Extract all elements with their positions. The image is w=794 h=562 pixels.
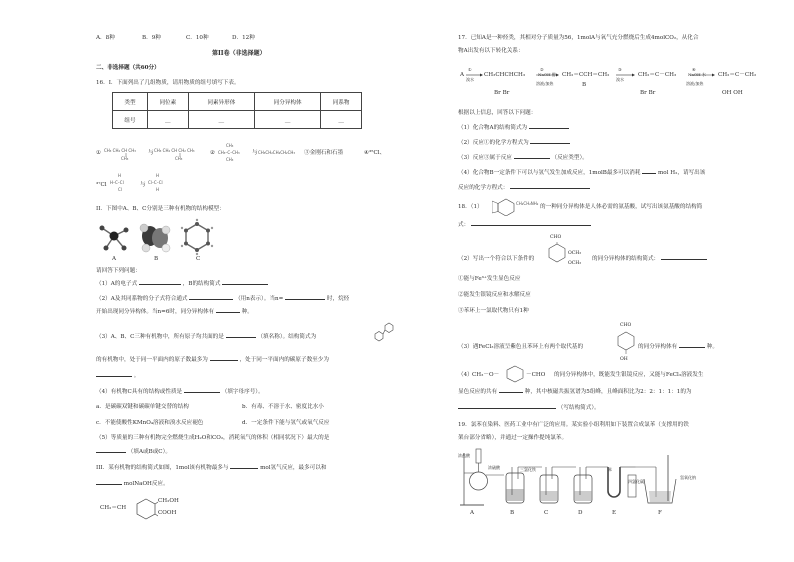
q18-4-text-c: 显色反应的共有: [458, 389, 498, 395]
answer-blank[interactable]: [514, 158, 550, 159]
option-a: A．8种: [96, 35, 115, 41]
svg-text:CH₃: CH₃: [121, 156, 129, 160]
svg-text:H–C–Cl: H–C–Cl: [110, 180, 124, 185]
q18-4-formula-left: CH₃－O－: [472, 372, 500, 378]
q2-part-d: 开始出现同分异构体。当n=6时，同分异构体有: [96, 309, 215, 315]
table-header: 同分异构体: [254, 93, 320, 111]
step4-label: ④: [692, 67, 696, 72]
q18-3-line: [638, 344, 718, 351]
q18-4-benzene: [504, 364, 526, 384]
q2-text-line2: [96, 309, 253, 316]
table-header: 同位素: [148, 93, 189, 111]
svg-text:CH₃ CH₂ CH CH₂ CH₃: CH₃ CH₂ CH CH₂ CH₃: [154, 148, 195, 153]
q4-option: b．有毒、不溶于水、密度比水小: [242, 404, 324, 410]
apparatus-tag: 氢氧化钠: [680, 475, 696, 480]
svg-text:CH₃: CH₃: [226, 143, 234, 148]
q-iii-text-line2: [96, 481, 169, 488]
step2-label: ②: [540, 67, 544, 72]
answer-blank[interactable]: [184, 392, 220, 393]
answer-blank[interactable]: [642, 173, 656, 174]
chlorobenzene-apparatus-diagram: [460, 445, 720, 517]
left-column: [82, 0, 412, 562]
q4-option: c．不能使酸性KMnO₄溶液和溴水反应褪色: [96, 420, 204, 426]
model-label-a: A: [112, 256, 117, 262]
q3-part-e: 。: [133, 373, 140, 379]
q18-1-text: 的一种同分异构体是人体必需的氨基酸，试写出该氨基酸的结构简: [540, 204, 703, 210]
step1-label: ①: [468, 67, 472, 72]
apparatus-label-d: D: [578, 510, 583, 516]
apparatus-tag: 四氯化碳: [628, 479, 644, 484]
option-c: C．10种: [186, 35, 209, 41]
q18-1-line2: [458, 222, 591, 229]
q17-3: [458, 155, 588, 162]
step4-sub: OH OH: [722, 90, 743, 96]
apparatus-tag: 苯: [608, 467, 612, 472]
apparatus-tag: 浓硫酸: [488, 465, 500, 470]
step2-product: CH₂＝CCH＝CH₂: [562, 72, 610, 78]
q4-text: [96, 389, 264, 396]
q18-4-label: （4）: [458, 372, 473, 378]
svg-text:CH₃: CH₃: [226, 157, 234, 162]
step1-reagent: 溴水: [466, 77, 474, 82]
step3-sub: Br Br: [640, 90, 656, 96]
q18-3-text-b: 的同分异构体有: [638, 344, 678, 350]
table-header: 类型: [113, 93, 148, 111]
step3-reagent: 溴水: [616, 77, 624, 82]
group-2-molecule-a: [218, 142, 252, 164]
q18-3-benzene: [616, 330, 636, 356]
q3-part-b: （填名称）。结构简式为: [257, 334, 317, 340]
q-iii-part-b: mol氢气反应，最多可以和: [260, 465, 327, 471]
q2-part-a: （2）A及其同系物的分子式符合通式: [96, 296, 188, 302]
svg-text:H: H: [156, 187, 160, 192]
q18-2-text-b: 的同分异构体的结构简式：: [592, 256, 660, 262]
svg-text:CH₂CH₂NH₂: CH₂CH₂NH₂: [516, 201, 539, 206]
svg-text:H: H: [156, 173, 160, 178]
step1-sub: Br Br: [494, 90, 510, 96]
q1-part-b: ，B的结构简式: [182, 281, 221, 287]
table-cell: ＿: [254, 111, 320, 129]
table-cell: ＿: [148, 111, 189, 129]
q3-part-d: ，处于同一平面内的碳原子数至少为: [239, 357, 329, 363]
apparatus-label-c: C: [544, 510, 549, 516]
group-5-and: 与: [140, 182, 146, 188]
iii-formula-r1: CH₂OH: [158, 498, 179, 504]
step3-product: CH₂＝C－CH₃: [638, 72, 677, 78]
group-4-b: ³⁷Cl: [96, 182, 107, 188]
q-iii-part-c: molNaOH反应。: [123, 481, 169, 487]
table-header: 同系物: [321, 93, 362, 111]
q18-3-text-c: 种。: [706, 344, 718, 350]
q2-part-c: 时，烷烃: [326, 296, 350, 302]
q17-2-text: （2）反应①的化学方程式为: [458, 140, 529, 146]
answer-blank[interactable]: [96, 376, 132, 377]
q18-2-ooch3: OCH₃: [568, 261, 582, 266]
iii-benzene-ring: [134, 496, 158, 522]
table-header: 同素异形体: [188, 93, 254, 111]
q4-option: a．是碳碳双键和碳碳单键交替的结构: [96, 404, 189, 410]
answer-blank[interactable]: [139, 284, 181, 285]
step2-reagent: NaOH 醇: [538, 72, 556, 77]
q18-4-text-d: 种，其中核磁共振氢谱为5组峰，且峰面积比为2：2：1：1：1的为: [524, 389, 692, 395]
q18-1-start: 18．（1）: [458, 204, 483, 210]
answer-blank[interactable]: [96, 452, 126, 453]
q3-text-line2: [96, 357, 329, 364]
q3-part-c: 的有机物中，处于同一平面内的原子数最多为: [96, 357, 208, 363]
q18-2-text-a: （2）写出一个符合以下条件的: [458, 256, 535, 262]
q18-2-cond2: ②能发生银镜反应和水解反应: [458, 292, 531, 298]
model-label-b: B: [154, 256, 159, 262]
q3-part-a: （3）A、B、C三种有机物中，所有原子均共面的是: [96, 334, 224, 340]
q-iii-text: [96, 465, 327, 472]
scheme-start: A: [460, 72, 465, 78]
answer-blank[interactable]: [210, 360, 238, 361]
q17-line1: 17．已知A是一种烃类，其相对分子质量为56，1molA与氧气充分燃烧后生成4molCO₂，从化合: [458, 35, 699, 41]
section-heading: 二、非选择题（共60分）: [96, 65, 160, 71]
biphenyl-structure: [368, 322, 396, 344]
group-1-and: 与: [148, 150, 154, 156]
answer-blank[interactable]: [510, 188, 590, 189]
svg-text:CH₃–C–CH₃: CH₃–C–CH₃: [218, 150, 240, 155]
answer-prompt: 请回答下列问题：: [96, 268, 141, 274]
answer-blank[interactable]: [499, 392, 523, 393]
q18-2-cho: CHO: [550, 235, 562, 240]
answer-blank[interactable]: [679, 347, 705, 348]
svg-text:CH₃CH₂CH₂CH₂CH₃: CH₃CH₂CH₂CH₂CH₃: [258, 150, 296, 155]
q18-4-line2: [458, 389, 692, 396]
group-5-molecule-b: [148, 172, 178, 194]
svg-text:Cl–C–Cl: Cl–C–Cl: [148, 180, 163, 185]
table-row: [113, 111, 362, 129]
option-b: B．9种: [142, 35, 161, 41]
q5-text: （5）等质量的三种有机物完全燃烧生成H₂O和CO₂，消耗氧气的体积（相同状况下）最大的是: [96, 435, 330, 441]
q18-3-oh: OH: [620, 357, 628, 362]
group-1-molecule-b: [154, 146, 210, 160]
step4-reagent: NaOH 水: [688, 72, 706, 77]
answer-blank[interactable]: [458, 408, 556, 409]
q16-intro: 16．I．下面列出了几组物质，请用物质的组号填写下表。: [96, 80, 240, 86]
group-1-molecule-a: [104, 146, 148, 160]
answer-blank[interactable]: [471, 225, 591, 226]
group-3: ③金刚石和石墨: [304, 150, 344, 156]
q3-text-line1: [96, 334, 316, 341]
q19-line2: 架台部分省略），并通过一定操作提纯氯苯。: [458, 435, 568, 441]
q18-3-cho: CHO: [620, 323, 632, 328]
q18-2-och3: OCH₃: [568, 251, 582, 256]
q3-text-line3: [96, 373, 139, 380]
apparatus-label-e: E: [612, 510, 617, 516]
q17-2: [458, 140, 570, 147]
answer-blank[interactable]: [530, 143, 570, 144]
q18-2-cond1: ①能与Fe³⁺发生显色反应: [458, 276, 521, 282]
q17-3-text-a: （3）反应③属于反应: [458, 155, 512, 161]
q18-2-cond3: ③苯环上一氯取代物只有1种: [458, 308, 529, 314]
q17-4-text-b: mol H₂，请写出该: [658, 170, 706, 176]
q18-4-line3: [458, 405, 600, 412]
group-2-and: 与: [252, 150, 258, 156]
q17-4-text-c: 反应的化学方程式：: [458, 185, 509, 191]
step4-product: CH₂＝C－CH₂: [718, 72, 757, 78]
q18-2-benzene: [546, 242, 568, 268]
q18-4-text-b: 的同分异构体中，既能发生银镜反应，又能与FeCl₃溶液发生: [554, 372, 704, 378]
step2-condition: 溶液/加热: [536, 81, 554, 86]
answer-blank[interactable]: [285, 299, 325, 300]
right-column: [458, 0, 778, 562]
step4-condition: 溶液/加热: [686, 81, 704, 86]
q2-text-line1: [96, 296, 349, 303]
q18-2-text-b-line: [592, 256, 707, 263]
table-cell: ＿: [188, 111, 254, 129]
table-row-label: 组号: [113, 111, 148, 129]
q17-4-line2: [458, 185, 590, 192]
answer-blank[interactable]: [226, 337, 256, 338]
q17-1-text: （1）化合物A的结构简式为: [458, 125, 528, 131]
q18-4-formula-right: －CHO: [526, 372, 546, 378]
svg-text:CH₃: CH₃: [175, 156, 183, 160]
q18-1-formula-label: 式：: [458, 222, 470, 228]
group-2-label: ②: [210, 150, 216, 156]
answer-blank[interactable]: [222, 284, 268, 285]
answer-blank[interactable]: [529, 128, 569, 129]
iii-formula-left: CH₂＝CH: [100, 505, 127, 511]
ethylene-model-image: [138, 220, 172, 254]
answer-blank[interactable]: [96, 484, 122, 485]
q18-3-text-a: （3）遇FeCl₃溶液呈紫色且苯环上有两个取代基的: [458, 344, 584, 350]
methane-model-image: [96, 222, 132, 252]
step2-sub: B: [582, 82, 587, 88]
step1-product: CH₃CHCHCH₃: [484, 72, 526, 78]
q19-line1: 19．氯苯在染料、医药工业中有广泛的应用。某实验小组利用如下装置合成氯苯（支撑用的铁: [458, 422, 689, 428]
q17-4: [458, 170, 705, 177]
q18-4-text-e: （写结构简式）。: [557, 405, 600, 411]
answer-blank[interactable]: [661, 259, 707, 260]
q2-part-b: （用n表示）。当n=: [235, 296, 284, 302]
option-d: D．12种: [232, 35, 255, 41]
group-1-label: ①: [96, 150, 102, 156]
svg-text:H: H: [118, 173, 122, 178]
q17-line2: 物A出发有以下转化关系：: [458, 48, 524, 54]
section-title: 第II卷（非选择题）: [212, 50, 266, 57]
q16-table: [112, 92, 362, 129]
group-2-molecule-b: [258, 146, 302, 158]
q5-text-line2: [96, 449, 171, 456]
q17-4-text-a: （4）化合物B一定条件下可以与氢气发生加成反应，1molB最多可以消耗: [458, 170, 641, 176]
q5-part-b: （填A或B或C）。: [127, 449, 171, 455]
table-cell: ＿: [321, 111, 362, 129]
step3-label: ③: [618, 67, 622, 72]
q-iii-part-a: III．某有机物的结构简式如图，1mol该有机物最多与: [96, 465, 229, 471]
q4-option: d．一定条件下能与氢气或氧气反应: [242, 420, 330, 426]
svg-text:Cl: Cl: [118, 187, 122, 192]
apparatus-tag: 浓盐酸: [458, 453, 470, 458]
q2-part-e: 种。: [241, 309, 253, 315]
q4-part-b: （填字母序号）。: [221, 389, 264, 395]
group-5-molecule-a: [110, 172, 140, 194]
q1-part-a: （1）A的电子式: [96, 281, 138, 287]
q1-text: [96, 281, 268, 288]
q4-part-a: （4）有机物C具有的结构或性质是: [96, 389, 183, 395]
q17-3-text-b: （反应类型）。: [551, 155, 588, 161]
group-4: ④³⁵Cl、: [364, 150, 386, 156]
answer-blank[interactable]: [216, 312, 240, 313]
apparatus-label-f: F: [658, 510, 662, 516]
apparatus-label-a: A: [470, 510, 475, 516]
iii-formula-r2: COOH: [158, 510, 177, 516]
table-header-row: [113, 93, 362, 111]
model-label-c: C: [196, 256, 201, 262]
answer-blank[interactable]: [189, 299, 233, 300]
q16-ii-intro: II．下图中A、B、C分别是三种有机物的结构模型：: [96, 206, 225, 212]
benzene-model-image: [178, 218, 216, 256]
apparatus-tag: 三氯化铁: [520, 467, 536, 472]
answer-blank[interactable]: [230, 468, 258, 469]
q17-1: [458, 125, 569, 132]
apparatus-label-b: B: [510, 510, 515, 516]
svg-text:CH₃ CH₂ CH CH₃: CH₃ CH₂ CH CH₃: [104, 148, 136, 153]
q17-prompt: 根据以上信息，回答以下问题：: [458, 110, 537, 116]
